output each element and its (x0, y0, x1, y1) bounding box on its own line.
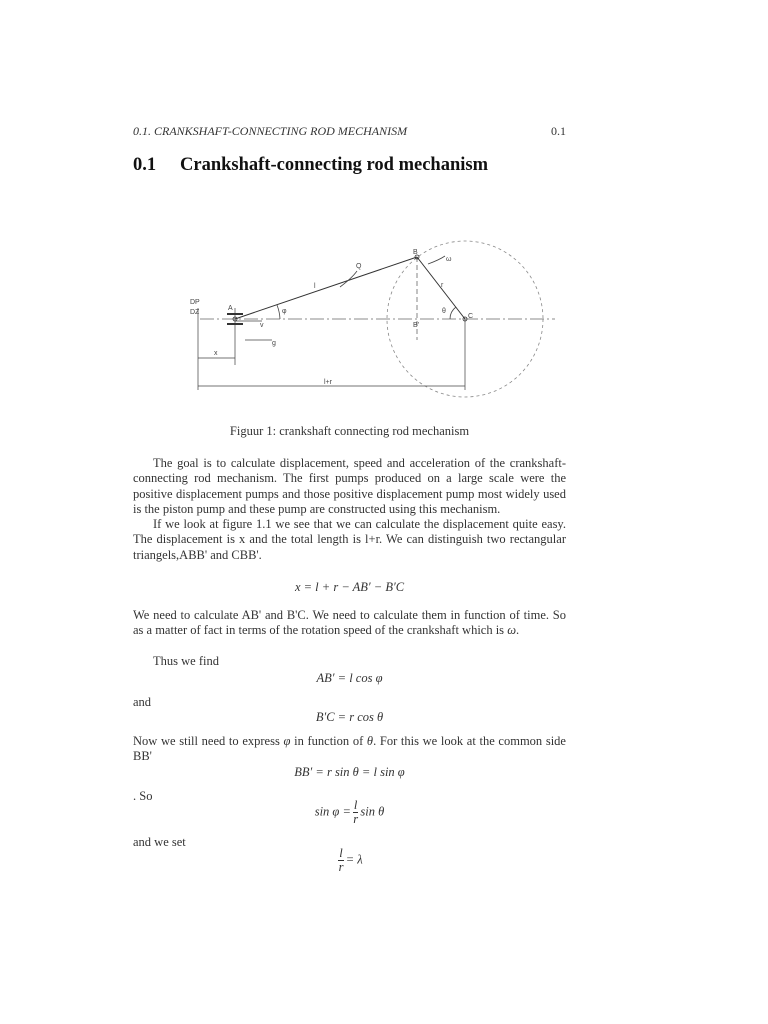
label-c: C (468, 313, 474, 320)
fraction-lambda-numerator: l (339, 846, 343, 860)
running-head-section: 0.1. CRANKSHAFT-CONNECTING ROD MECHANISM (133, 124, 408, 138)
fraction-lambda-denominator: r (338, 860, 344, 874)
paragraph-goal: The goal is to calculate displacement, speed and acceleration of the crankshaft-connecting rod mechanism. The first pumps produced on a large scale were the positive displacement pumps and those positive displacement pump most widely used is the piston pump and these pump are constructed using this mechanism. (133, 456, 566, 516)
connecting-rod-l (235, 257, 417, 319)
theta-arc (450, 307, 456, 319)
label-phi: φ (282, 308, 287, 315)
figure-caption: Figuur 1: crankshaft connecting rod mechanism (229, 424, 470, 438)
label-b: B (413, 249, 418, 256)
phi-arc (277, 305, 280, 319)
equation-sin-phi (133, 799, 566, 826)
label-g: g (272, 340, 276, 347)
section-number: 0.1 (133, 155, 157, 175)
paragraph-calc-end: . (516, 623, 520, 638)
mechanism-diagram (180, 210, 575, 410)
fraction-numerator: l (353, 798, 358, 812)
fraction-denominator: r (353, 812, 359, 826)
paragraph-express (133, 734, 566, 765)
equation-lambda-rhs: = λ (345, 852, 363, 867)
section-heading (133, 155, 488, 176)
equation-ab-expr: AB′ = l cos φ (316, 671, 383, 685)
theta-symbol: θ (366, 734, 374, 748)
label-theta: θ (442, 308, 446, 315)
equation-bc (133, 710, 566, 725)
label-a: A (228, 305, 233, 312)
equation-sin-phi-lhs: sin φ = (314, 804, 351, 819)
running-head (133, 124, 566, 139)
label-b-prime: B' (413, 322, 420, 329)
paragraph-so: . So (133, 789, 153, 803)
section-title: Crankshaft-connecting rod mechanism (180, 155, 488, 175)
fraction-lambda (338, 847, 343, 874)
paragraph-calc-text: We need to calculate AB' and B'C. We need to calculate them in function of time. So as a matter of fact in terms of the rotation speed of the crankshaft which is (133, 608, 566, 638)
omega-symbol: ω (507, 623, 517, 638)
equation-sin-phi-rhs: sin θ (360, 804, 385, 819)
label-dp: DP (190, 299, 200, 306)
equation-x-expr: x = l + r − AB′ − B′C (294, 580, 405, 594)
label-v: v (260, 322, 264, 329)
running-head-page-number: 0.1 (551, 124, 566, 138)
label-r: r (441, 282, 444, 289)
omega-arrow (428, 256, 445, 264)
phi-symbol: φ (283, 734, 291, 748)
paragraph-and-we-set: and we set (133, 835, 186, 849)
label-l-plus-r: l+r (324, 379, 332, 386)
label-l: l (314, 283, 316, 290)
label-dz: DZ (190, 309, 200, 316)
crankshaft-figure (180, 210, 575, 410)
paragraph-calc (133, 608, 566, 639)
paragraph-express-mid: in function of (290, 734, 367, 748)
equation-ab (133, 671, 566, 686)
equation-bb (133, 765, 566, 780)
equation-x (133, 580, 566, 595)
label-omega: ω (446, 256, 452, 263)
paragraph-express-end: . For this we look at the common side BB' (133, 734, 566, 764)
paragraph-thus: Thus we find (153, 654, 219, 668)
paragraph-displacement: If we look at figure 1.1 we see that we can calculate the displacement quite easy. The displacement is x and the total length is l+r. We can distinguish two rectangular triangels,ABB' and CBB'. (133, 517, 566, 562)
equation-bb-expr: BB′ = r sin θ = l sin φ (294, 765, 405, 779)
fraction-l-over-r (353, 799, 358, 826)
equation-lambda (133, 847, 566, 874)
label-x: x (214, 350, 218, 357)
label-q: Q (356, 263, 362, 270)
equation-bc-expr: B′C = r cos θ (315, 710, 384, 724)
q-arrow (340, 271, 357, 287)
paragraph-express-text: Now we still need to express (133, 734, 284, 748)
paragraph-and: and (133, 695, 152, 709)
